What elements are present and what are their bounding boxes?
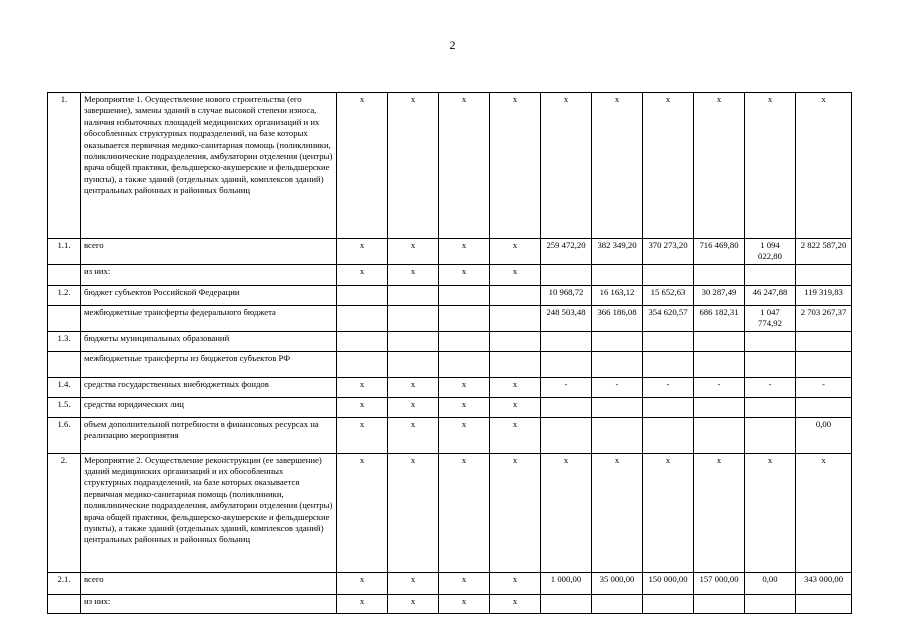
value-cell xyxy=(745,594,796,613)
row-number: 1.3. xyxy=(48,331,81,351)
value-cell xyxy=(745,331,796,351)
value-cell: х xyxy=(694,93,745,239)
value-cell xyxy=(592,351,643,377)
value-cell xyxy=(439,351,490,377)
value-cell: х xyxy=(694,453,745,572)
value-cell xyxy=(643,351,694,377)
value-cell xyxy=(796,594,852,613)
value-cell: х xyxy=(592,93,643,239)
table-row xyxy=(48,594,852,613)
amount-cell: 150 000,00 xyxy=(643,572,694,594)
value-cell xyxy=(796,331,852,351)
row-number: 1.6. xyxy=(48,417,81,453)
value-cell xyxy=(694,351,745,377)
value-cell: х xyxy=(337,397,388,417)
value-cell xyxy=(796,351,852,377)
row-description: бюджеты муниципальных образований xyxy=(81,331,337,351)
value-cell: х xyxy=(541,453,592,572)
value-cell xyxy=(592,331,643,351)
amount-cell: 343 000,00 xyxy=(796,572,852,594)
value-cell xyxy=(388,285,439,305)
table-row xyxy=(48,417,852,453)
amount-cell: 157 000,00 xyxy=(694,572,745,594)
table-row xyxy=(48,285,852,305)
value-cell: - xyxy=(592,377,643,397)
amount-cell: 686 182,31 xyxy=(694,305,745,331)
value-cell: х xyxy=(490,397,541,417)
value-cell xyxy=(745,264,796,285)
value-cell xyxy=(439,285,490,305)
row-number: 1.1. xyxy=(48,239,81,265)
row-number: 1. xyxy=(48,93,81,239)
table-row xyxy=(48,377,852,397)
amount-cell: 1 000,00 xyxy=(541,572,592,594)
amount-cell: 1 094 022,80 xyxy=(745,239,796,265)
value-cell: х xyxy=(643,93,694,239)
value-cell xyxy=(337,285,388,305)
value-cell xyxy=(439,331,490,351)
row-description: бюджет субъектов Российской Федерации xyxy=(81,285,337,305)
amount-cell: 30 287,49 xyxy=(694,285,745,305)
amount-cell: 0,00 xyxy=(745,572,796,594)
value-cell: х xyxy=(388,453,439,572)
value-cell: х xyxy=(439,397,490,417)
value-cell xyxy=(643,417,694,453)
value-cell xyxy=(541,264,592,285)
value-cell xyxy=(541,417,592,453)
table-row xyxy=(48,239,852,265)
row-number: 1.5. xyxy=(48,397,81,417)
value-cell: х xyxy=(745,453,796,572)
value-cell: х xyxy=(490,453,541,572)
value-cell: х xyxy=(439,417,490,453)
amount-cell: 716 469,80 xyxy=(694,239,745,265)
value-cell: - xyxy=(643,377,694,397)
amount-cell: 354 620,57 xyxy=(643,305,694,331)
value-cell: х xyxy=(643,453,694,572)
value-cell xyxy=(694,331,745,351)
amount-cell: 46 247,88 xyxy=(745,285,796,305)
value-cell: х xyxy=(490,93,541,239)
row-description: объем дополнительной потребности в финансовых ресурсах на реализацию мероприятия xyxy=(81,417,337,453)
value-cell: х xyxy=(490,572,541,594)
value-cell: х xyxy=(337,239,388,265)
value-cell: х xyxy=(337,572,388,594)
amount-cell: 366 186,08 xyxy=(592,305,643,331)
value-cell: х xyxy=(490,594,541,613)
value-cell xyxy=(694,397,745,417)
value-cell: х xyxy=(388,377,439,397)
row-number xyxy=(48,305,81,331)
value-cell: х xyxy=(439,572,490,594)
value-cell xyxy=(388,331,439,351)
value-cell: х xyxy=(337,453,388,572)
value-cell: х xyxy=(796,93,852,239)
row-description: всего xyxy=(81,572,337,594)
row-number xyxy=(48,351,81,377)
value-cell xyxy=(643,331,694,351)
row-description: Мероприятие 2. Осуществление реконструкции (ее завершение) зданий медицинских организаций и их обособленных структурных подразделений, на базе которых оказывается первичная медико-санитарная помощь (поликлиники, поликлинические подразделения, амбулатории отделения (центры) врача общей практики, фельдшерско-акушерские и фельдшерские пункты), а также зданий (отдельных зданий, комплексов зданий) центральных районных и районных больниц xyxy=(81,453,337,572)
value-cell: х xyxy=(439,594,490,613)
value-cell: х xyxy=(439,264,490,285)
row-description: Мероприятие 1. Осуществление нового строительства (его завершение), замены зданий в случае высокой степени износа, наличия избыточных площадей медицинских организаций и их обособленных структурных подразделений, на базе которых оказывается первичная медико-санитарная помощь (поликлиники, поликлинические подразделения, амбулатории отделения (центры) врача общей практики, фельдшерско-акушерские и фельдшерские пункты), а также зданий (отдельных зданий, комплексов зданий) центральных районных и районных больниц xyxy=(81,93,337,239)
value-cell: - xyxy=(745,377,796,397)
value-cell: х xyxy=(337,264,388,285)
value-cell: х xyxy=(490,377,541,397)
value-cell xyxy=(745,397,796,417)
value-cell xyxy=(490,285,541,305)
value-cell xyxy=(745,417,796,453)
amount-cell: 16 163,12 xyxy=(592,285,643,305)
value-cell: х xyxy=(388,264,439,285)
amount-cell: 1 047 774,92 xyxy=(745,305,796,331)
value-cell: - xyxy=(694,377,745,397)
row-description: средства государственных внебюджетных фондов xyxy=(81,377,337,397)
row-number: 2.1. xyxy=(48,572,81,594)
value-cell: х xyxy=(337,417,388,453)
value-cell xyxy=(388,305,439,331)
table-row xyxy=(48,397,852,417)
amount-cell: 248 503,48 xyxy=(541,305,592,331)
value-cell: х xyxy=(439,93,490,239)
value-cell: х xyxy=(439,239,490,265)
value-cell xyxy=(541,331,592,351)
amount-cell: 259 472,20 xyxy=(541,239,592,265)
budget-table xyxy=(47,92,852,614)
row-description: межбюджетные трансферты федерального бюджета xyxy=(81,305,337,331)
value-cell xyxy=(796,264,852,285)
value-cell: х xyxy=(388,397,439,417)
value-cell: х xyxy=(439,453,490,572)
value-cell xyxy=(643,264,694,285)
row-description: всего xyxy=(81,239,337,265)
row-number: 1.4. xyxy=(48,377,81,397)
value-cell xyxy=(490,331,541,351)
table-row xyxy=(48,453,852,572)
value-cell xyxy=(592,417,643,453)
row-number: 2. xyxy=(48,453,81,572)
value-cell xyxy=(490,305,541,331)
amount-cell: 2 703 267,37 xyxy=(796,305,852,331)
value-cell xyxy=(439,305,490,331)
value-cell: х xyxy=(337,93,388,239)
value-cell: х xyxy=(796,453,852,572)
value-cell: х xyxy=(490,239,541,265)
amount-cell: 15 652,63 xyxy=(643,285,694,305)
value-cell xyxy=(643,594,694,613)
value-cell xyxy=(337,305,388,331)
value-cell xyxy=(337,331,388,351)
value-cell: х xyxy=(541,93,592,239)
value-cell xyxy=(694,264,745,285)
value-cell: - xyxy=(796,377,852,397)
row-number xyxy=(48,594,81,613)
value-cell: х xyxy=(388,93,439,239)
value-cell: х xyxy=(490,264,541,285)
table-row xyxy=(48,331,852,351)
value-cell: х xyxy=(592,453,643,572)
row-description: из них: xyxy=(81,264,337,285)
value-cell xyxy=(541,397,592,417)
value-cell: х xyxy=(337,594,388,613)
row-description: из них: xyxy=(81,594,337,613)
page-number: 2 xyxy=(449,38,456,52)
value-cell xyxy=(388,351,439,377)
value-cell xyxy=(541,351,592,377)
row-number xyxy=(48,264,81,285)
row-number: 1.2. xyxy=(48,285,81,305)
value-cell: х xyxy=(490,417,541,453)
value-cell xyxy=(592,397,643,417)
table-row xyxy=(48,305,852,331)
amount-cell: 382 349,20 xyxy=(592,239,643,265)
value-cell: х xyxy=(388,594,439,613)
value-cell xyxy=(592,264,643,285)
table-row xyxy=(48,264,852,285)
amount-cell: 35 000,00 xyxy=(592,572,643,594)
value-cell xyxy=(592,594,643,613)
row-description: средства юридических лиц xyxy=(81,397,337,417)
table-row xyxy=(48,351,852,377)
value-cell: х xyxy=(337,377,388,397)
table-body xyxy=(48,93,852,614)
value-cell xyxy=(643,397,694,417)
amount-cell: 0,00 xyxy=(796,417,852,453)
amount-cell: 2 822 587,20 xyxy=(796,239,852,265)
value-cell xyxy=(694,417,745,453)
value-cell: х xyxy=(439,377,490,397)
row-description: межбюджетные трансферты из бюджетов субъектов РФ xyxy=(81,351,337,377)
value-cell: х xyxy=(388,239,439,265)
value-cell xyxy=(490,351,541,377)
value-cell: х xyxy=(388,572,439,594)
table-row xyxy=(48,572,852,594)
value-cell xyxy=(796,397,852,417)
value-cell xyxy=(745,351,796,377)
value-cell: х xyxy=(745,93,796,239)
value-cell xyxy=(541,594,592,613)
table-row xyxy=(48,93,852,239)
amount-cell: 10 968,72 xyxy=(541,285,592,305)
amount-cell: 370 273,20 xyxy=(643,239,694,265)
value-cell xyxy=(337,351,388,377)
value-cell: - xyxy=(541,377,592,397)
value-cell: х xyxy=(388,417,439,453)
amount-cell: 119 319,83 xyxy=(796,285,852,305)
value-cell xyxy=(694,594,745,613)
